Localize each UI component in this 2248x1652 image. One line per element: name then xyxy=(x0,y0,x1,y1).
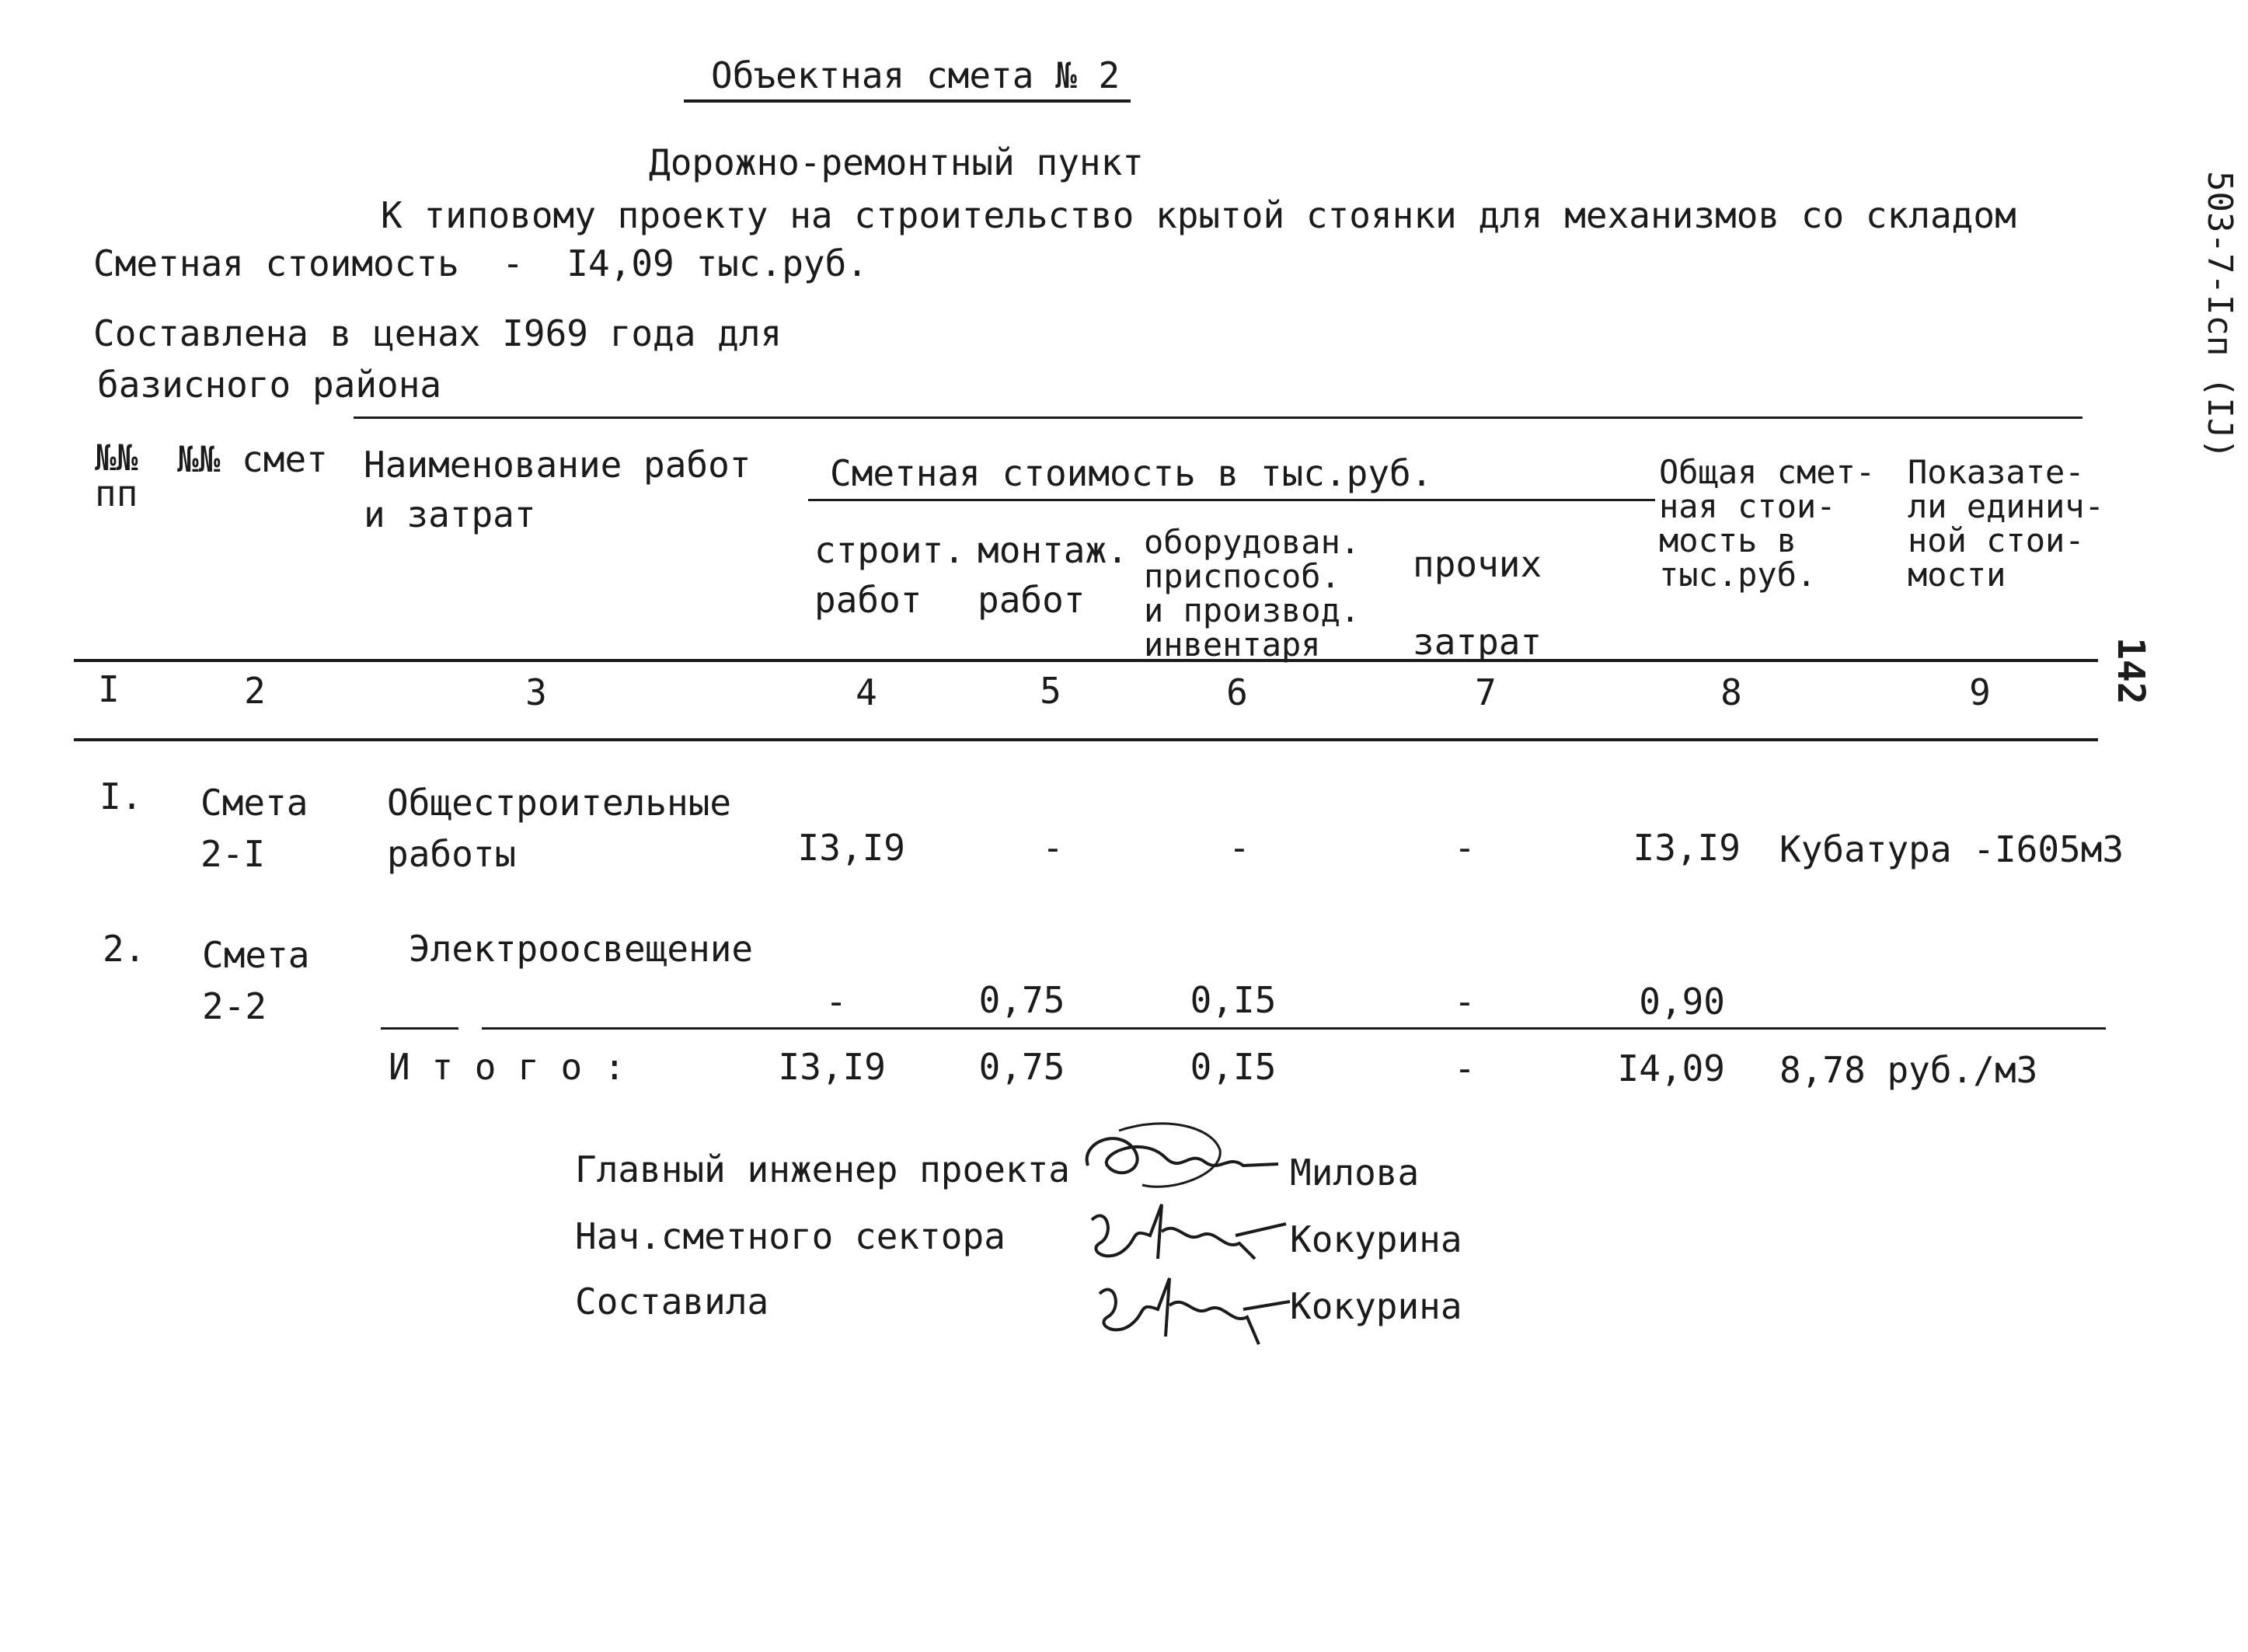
signature-name: Кокурина xyxy=(1290,1218,1462,1260)
col-number: 6 xyxy=(1226,671,1248,713)
row1-indicator: Кубатура -I605м3 xyxy=(1779,828,2124,870)
prices-note-line2: базисного района xyxy=(97,364,442,406)
row1-installation: - xyxy=(1042,827,1064,869)
row2-other: - xyxy=(1454,981,1476,1023)
col-number: 5 xyxy=(1040,670,1061,712)
col-number: 7 xyxy=(1475,671,1497,713)
signature-name: Милова xyxy=(1290,1152,1420,1194)
header-name: Наименование работ и затрат xyxy=(364,444,751,535)
signature-role: Главный инженер проекта xyxy=(575,1148,1070,1190)
header-group-cost: Сметная стоимость в тыс.руб. xyxy=(830,452,1433,494)
row1-num: I. xyxy=(99,775,143,817)
total-total: I4,09 xyxy=(1617,1047,1725,1089)
total-label: И т о г о : xyxy=(389,1046,626,1088)
row1-smeta: Смета 2-I xyxy=(200,782,308,875)
row1-other: - xyxy=(1454,827,1476,869)
header-equipment: оборудован. приспособ. и производ. инвентаря xyxy=(1144,523,1361,664)
col-number: 8 xyxy=(1720,671,1742,713)
header-other: прочих затрат xyxy=(1413,543,1542,663)
document-subtitle: Дорожно-ремонтный пункт xyxy=(649,141,1144,183)
table-top-rule xyxy=(354,416,2082,419)
page-number: 142 xyxy=(2109,637,2152,705)
estimated-cost: Сметная стоимость - I4,09 тыс.руб. xyxy=(93,242,868,284)
col-number: 9 xyxy=(1969,671,1991,713)
total-installation: 0,75 xyxy=(978,1046,1065,1088)
row1-construction: I3,I9 xyxy=(797,827,905,869)
row2-construction: - xyxy=(825,981,847,1023)
header-bottom-rule xyxy=(74,659,2098,662)
row1-name: Общестроительные работы xyxy=(387,782,732,875)
signature-role: Составила xyxy=(575,1281,769,1323)
col-numbers-bottom-rule xyxy=(74,738,2098,741)
col-number: I xyxy=(98,668,120,710)
header-installation: монтаж. работ xyxy=(978,529,1128,621)
col-number: 4 xyxy=(856,671,877,713)
total-rule-right xyxy=(482,1027,2106,1030)
row2-installation: 0,75 xyxy=(978,979,1065,1021)
row2-smeta: Смета 2-2 xyxy=(202,934,310,1027)
prices-note-line1: Составлена в ценах I969 года для xyxy=(93,312,782,354)
signature-name: Кокурина xyxy=(1290,1285,1462,1327)
row1-equipment: - xyxy=(1229,827,1250,869)
total-other: - xyxy=(1454,1047,1476,1089)
signature-role: Нач.сметного сектора xyxy=(575,1215,1006,1257)
row2-total: 0,90 xyxy=(1639,981,1725,1023)
total-construction: I3,I9 xyxy=(778,1046,886,1088)
header-num: №№ пп xyxy=(95,437,138,514)
document-title: Объектная смета № 2 xyxy=(711,54,1121,96)
total-rule-left xyxy=(381,1027,458,1030)
header-smeta: №№ смет xyxy=(177,438,328,480)
row1-total: I3,I9 xyxy=(1633,827,1741,869)
handwritten-signature xyxy=(1080,1259,1298,1360)
group-header-rule xyxy=(808,499,1655,501)
total-equipment: 0,I5 xyxy=(1190,1046,1277,1088)
header-total-cost: Общая смет- ная стои- мость в тыс.руб. xyxy=(1659,453,1876,594)
header-unit-indicators: Показате- ли единич- ной стои- мости xyxy=(1908,453,2104,594)
row2-num: 2. xyxy=(103,928,146,970)
side-document-code: 503-7-Iсп (IJ) xyxy=(2200,171,2239,459)
col-number: 2 xyxy=(244,670,266,712)
row2-equipment: 0,I5 xyxy=(1190,979,1277,1021)
header-construction: строит. работ xyxy=(814,529,965,621)
row2-name: Электроосвещение xyxy=(409,928,754,970)
col-number: 3 xyxy=(525,671,547,713)
total-indicator: 8,78 руб./м3 xyxy=(1779,1049,2038,1091)
title-underline xyxy=(684,99,1131,103)
project-description: К типовому проекту на строительство крытой стоянки для механизмов со складом xyxy=(381,194,2016,236)
